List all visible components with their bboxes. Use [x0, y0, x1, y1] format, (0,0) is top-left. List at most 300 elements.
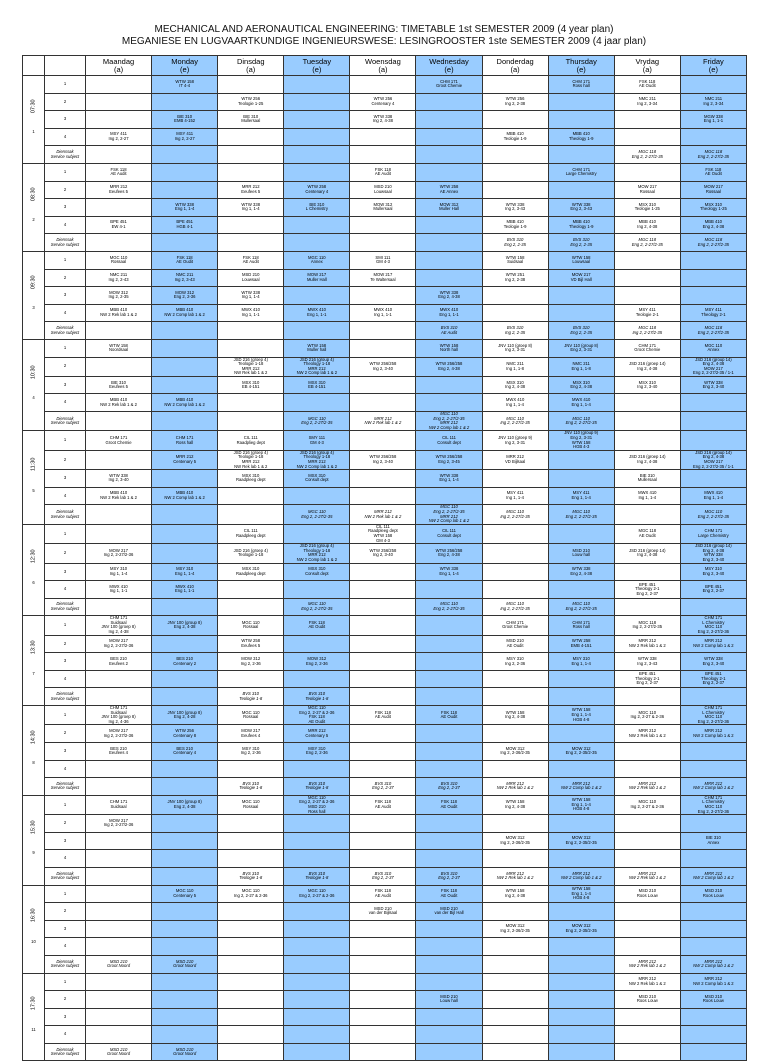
period-number: 1	[45, 885, 86, 903]
class-cell-tuesday	[284, 163, 350, 181]
class-info: AE Audit	[110, 171, 127, 177]
class-info: JNV 100 (group 8)	[167, 709, 202, 715]
class-cell-monday	[152, 376, 218, 394]
class-info: MSY 411	[704, 307, 722, 313]
class-cell-thursday	[548, 146, 614, 164]
class-info: Ing 2, 3-43	[637, 660, 658, 666]
class-cell-wednesday	[416, 146, 482, 164]
class-info: Raadpleeg dept	[235, 477, 266, 483]
hour-label-cell	[23, 973, 45, 1061]
class-info: Ing 2, 4-38	[637, 365, 658, 371]
class-info: Ing 2, 4-38	[637, 224, 658, 230]
class-info: JSD 216 (groep 4)	[233, 547, 268, 553]
class-info: Eng 2, 2-35/2-35	[565, 840, 597, 846]
class-cell-vrydag	[614, 524, 680, 543]
class-info: MSD 210	[638, 888, 657, 894]
class-cell-friday	[680, 234, 746, 252]
class-cell-thursday	[548, 991, 614, 1009]
class-cell-donderdag	[482, 251, 548, 269]
class-info: Suidsaal	[110, 803, 127, 809]
class-info: Ing 2, 4-38	[505, 892, 526, 898]
class-cell-wednesday	[416, 832, 482, 850]
class-cell-maandag	[86, 376, 152, 394]
class-cell-dinsdag	[218, 128, 284, 146]
class-info: Theology 2-1	[701, 312, 726, 318]
class-cell-woensdag	[350, 991, 416, 1009]
class-cell-thursday	[548, 128, 614, 146]
day-header-dinsdag	[218, 56, 284, 76]
day-name: Friday	[702, 56, 724, 66]
timetable-title	[0, 0, 768, 48]
class-info: CHM 171	[572, 619, 591, 625]
period-row	[23, 706, 747, 725]
class-cell-woensdag	[350, 850, 416, 868]
class-info: Ing 2, 4-38	[505, 714, 526, 720]
class-info: MSY 310	[572, 655, 590, 661]
class-cell-woensdag	[350, 412, 416, 431]
period-number: 1	[45, 163, 86, 181]
class-cell-wednesday	[416, 973, 482, 991]
class-info: MRR 212	[704, 976, 723, 982]
period-number: 2	[45, 725, 86, 743]
service-label-line: Service subject	[50, 420, 80, 426]
class-info: Eng 1, 1-4	[439, 570, 459, 576]
class-cell-wednesday	[416, 598, 482, 616]
class-info: MSX 310	[308, 379, 326, 385]
class-info: Theology 2-1	[701, 675, 726, 681]
class-info: Rossaal	[705, 188, 721, 194]
class-cell-friday	[680, 1026, 746, 1044]
class-cell-dinsdag	[218, 146, 284, 164]
class-cell-donderdag	[482, 635, 548, 653]
class-info: JNV 110 (groep 9)	[498, 435, 533, 441]
class-info: Ing 1, 1-4	[241, 206, 260, 212]
class-cell-tuesday	[284, 505, 350, 524]
class-info: MRR 212	[638, 870, 657, 876]
class-info: Ing 2, 4-38	[637, 459, 658, 464]
class-cell-vrydag	[614, 616, 680, 635]
class-cell-vrydag	[614, 920, 680, 938]
class-cell-maandag	[86, 867, 152, 885]
class-info: Roos Louw	[702, 892, 724, 898]
class-info: Mullersaal	[637, 477, 657, 483]
period-number: 4	[45, 304, 86, 322]
class-cell-monday	[152, 357, 218, 376]
class-cell-thursday	[548, 216, 614, 234]
class-cell-wednesday	[416, 778, 482, 796]
class-info: MOW 217	[703, 365, 723, 371]
service-subject-label	[45, 867, 86, 885]
class-cell-friday	[680, 760, 746, 778]
class-cell-vrydag	[614, 885, 680, 903]
class-info: Ing 2, 2-43	[108, 276, 129, 282]
class-info: Groot Noord	[107, 963, 131, 969]
service-subject-label	[45, 505, 86, 524]
class-info: Eng 2, 2-27/2-35	[433, 415, 465, 421]
class-info: WTW 158	[505, 254, 525, 260]
class-cell-monday	[152, 322, 218, 340]
class-info: MRR 212	[638, 958, 657, 964]
class-info: JSD 216 (group 4)	[299, 357, 334, 362]
class-info: Ing 2, 2-27/2-36	[103, 822, 134, 828]
class-info: MSY 310	[308, 745, 326, 751]
hour-label-cell	[23, 431, 45, 524]
period-row	[23, 304, 747, 322]
class-cell-friday	[680, 991, 746, 1009]
class-cell-donderdag	[482, 1008, 548, 1026]
class-info: Ing 2, 2-27 & 2-36	[233, 892, 268, 898]
class-info: Eng 2, 2-27/2-35	[301, 605, 333, 611]
class-info: MGC 118	[638, 325, 657, 331]
class-info: Eng 2, 4-38	[702, 361, 725, 367]
day-language: (a)	[113, 64, 124, 74]
class-cell-wednesday	[416, 903, 482, 921]
day-name: Maandag	[102, 56, 135, 66]
class-info: Louw hall	[440, 998, 458, 1004]
class-info: MGC 110	[506, 508, 524, 514]
class-info: Teologie 1-18	[238, 361, 264, 367]
class-info: NW 2 Comp lab 1 & 2	[428, 518, 470, 524]
class-cell-monday	[152, 394, 218, 412]
class-cell-friday	[680, 973, 746, 991]
class-cell-thursday	[548, 505, 614, 524]
class-info: Eng 2, 2-37	[438, 785, 460, 791]
class-cell-friday	[680, 867, 746, 885]
class-info: MRR 212	[307, 365, 326, 371]
class-cell-dinsdag	[218, 885, 284, 903]
hour-time: 10:30	[30, 364, 37, 379]
class-info: Ing 2, 2-27/2-35	[500, 513, 530, 519]
class-cell-maandag	[86, 815, 152, 833]
class-cell-woensdag	[350, 470, 416, 488]
class-info: Muller Hall	[306, 276, 327, 282]
class-info: MGC 110	[572, 601, 590, 607]
class-cell-dinsdag	[218, 725, 284, 743]
class-info: MOW 217	[109, 547, 128, 553]
class-info: BVS 310	[374, 780, 392, 786]
period-row	[23, 938, 747, 956]
class-info: Ross hall	[176, 439, 194, 445]
hour-label-cell	[23, 795, 45, 885]
class-cell-donderdag	[482, 339, 548, 357]
class-cell-friday	[680, 339, 746, 357]
class-cell-friday	[680, 76, 746, 94]
class-info: Eng 2, 2-37	[372, 875, 394, 881]
class-info: NW 2 Rek lab 1 & 2	[100, 401, 137, 407]
class-info: MSY 310	[109, 566, 128, 572]
class-info: Eng 1, 1-4	[571, 401, 591, 407]
hour-label-cell	[23, 706, 45, 796]
class-info: MRR 212	[440, 420, 458, 426]
class-cell-dinsdag	[218, 1026, 284, 1044]
class-info: HGB 4-8	[573, 806, 590, 812]
class-info: JSD 216 (group 4)	[299, 450, 334, 455]
class-cell-dinsdag	[218, 903, 284, 921]
class-cell-wednesday	[416, 216, 482, 234]
class-cell-dinsdag	[218, 251, 284, 269]
class-info: Rossaal	[110, 259, 127, 265]
class-info: MOW 312	[571, 745, 591, 751]
class-info: Eng 2, 2-27/2-36	[697, 629, 729, 635]
class-cell-donderdag	[482, 973, 548, 991]
class-info: Eng 1, 1-4	[439, 477, 459, 483]
class-cell-wednesday	[416, 635, 482, 653]
class-info: MGC 110	[241, 709, 260, 715]
class-info: Rossaal	[243, 624, 259, 630]
class-info: JSD 216 (group 14)	[695, 450, 732, 455]
class-info: Eng 1, 1-4	[571, 711, 591, 717]
class-info: Ing 2, 2-36	[505, 660, 526, 666]
class-cell-maandag	[86, 234, 152, 252]
class-info: VD Bijlsaal	[504, 459, 526, 464]
class-info: Ing 2, 2-27/2-36	[103, 642, 134, 648]
class-cell-monday	[152, 304, 218, 322]
class-info: MBB 410	[176, 307, 194, 313]
class-cell-vrydag	[614, 760, 680, 778]
class-info: WTW 158	[571, 439, 591, 445]
class-info: L Chemistry	[305, 206, 328, 212]
service-label-line: Service subject	[50, 605, 80, 611]
period-number: 3	[45, 832, 86, 850]
class-cell-dinsdag	[218, 832, 284, 850]
hour-time: 17:30	[30, 996, 37, 1011]
service-subject-row	[23, 234, 747, 252]
class-cell-friday	[680, 1043, 746, 1061]
class-cell-tuesday	[284, 1026, 350, 1044]
class-cell-monday	[152, 920, 218, 938]
class-cell-friday	[680, 688, 746, 706]
class-info: WTW 158	[175, 78, 194, 84]
class-info: BES 210	[176, 745, 193, 751]
class-cell-tuesday	[284, 991, 350, 1009]
class-cell-thursday	[548, 524, 614, 543]
class-cell-tuesday	[284, 76, 350, 94]
class-cell-vrydag	[614, 938, 680, 956]
class-info: MBB 410	[506, 131, 524, 137]
class-info: Ing 2, 2-27/2-36	[103, 732, 134, 738]
class-info: AE Audit	[242, 259, 259, 265]
class-info: Centenary 5	[173, 459, 197, 464]
class-info: L Chemistry	[702, 799, 725, 805]
class-info: BVS 310	[374, 870, 392, 876]
timetable-body	[23, 76, 747, 1061]
class-cell-maandag	[86, 938, 152, 956]
class-info: NW 2 Rek lab 1 & 2	[628, 963, 666, 969]
class-cell-maandag	[86, 670, 152, 688]
class-info: MGC 110	[572, 508, 590, 514]
class-info: MWX 410	[439, 307, 459, 313]
class-info: CHM 171	[109, 435, 128, 441]
class-info: MRR 212	[572, 870, 591, 876]
class-info: MSD 210	[109, 958, 128, 964]
class-cell-monday	[152, 706, 218, 725]
class-info: BIE 310	[705, 835, 721, 841]
class-info: Ing 2, 2-36/2-35	[500, 928, 530, 934]
period-number: 2	[45, 181, 86, 199]
class-cell-donderdag	[482, 93, 548, 111]
class-cell-monday	[152, 339, 218, 357]
class-info: MRR 212	[175, 454, 194, 460]
class-cell-maandag	[86, 450, 152, 469]
period-number: 4	[45, 670, 86, 688]
day-language: (a)	[378, 64, 388, 74]
class-cell-dinsdag	[218, 376, 284, 394]
class-info: MBB 410	[109, 307, 128, 313]
class-cell-vrydag	[614, 815, 680, 833]
class-info: Annex	[310, 259, 323, 265]
class-info: Consult dept	[305, 477, 329, 483]
class-info: MGC 110	[241, 619, 260, 625]
class-cell-thursday	[548, 616, 614, 635]
class-cell-maandag	[86, 163, 152, 181]
class-cell-woensdag	[350, 357, 416, 376]
class-info: JNV 110 (group 8)	[564, 342, 599, 348]
class-info: WTW 256/258	[435, 547, 463, 553]
class-cell-vrydag	[614, 111, 680, 129]
hour-time: 11:30	[30, 457, 37, 471]
day-name: Thursday	[565, 56, 597, 66]
class-cell-monday	[152, 93, 218, 111]
class-info: Ing 1, 1-4	[506, 401, 524, 407]
class-cell-woensdag	[350, 111, 416, 129]
hour-number: 1	[32, 129, 35, 135]
class-cell-thursday	[548, 832, 614, 850]
class-info: Roos Louw	[636, 998, 658, 1004]
class-info: MRR 212	[638, 638, 657, 644]
service-subject-label	[45, 778, 86, 796]
class-cell-monday	[152, 760, 218, 778]
period-row	[23, 760, 747, 778]
service-subject-label	[45, 412, 86, 431]
period-row	[23, 973, 747, 991]
class-info: MGC 110	[308, 705, 326, 711]
class-cell-friday	[680, 1008, 746, 1026]
class-info: Theology 2-1	[635, 586, 660, 592]
class-info: Centenary 5	[173, 892, 197, 898]
class-info: Eng 2, 3-31	[570, 435, 593, 441]
class-info: MBB 410	[572, 131, 590, 137]
class-info: NW 2 Comp lab 1 & 2	[560, 785, 602, 791]
class-cell-donderdag	[482, 524, 548, 543]
class-cell-wednesday	[416, 412, 482, 431]
class-info: MSY 411	[110, 131, 127, 137]
class-info: Noordsaal	[109, 347, 129, 353]
class-info: WTW 158	[571, 254, 591, 260]
class-cell-thursday	[548, 76, 614, 94]
class-info: MRR 212	[307, 728, 326, 734]
class-cell-tuesday	[284, 357, 350, 376]
class-info: MOW 312	[505, 835, 525, 841]
class-cell-maandag	[86, 635, 152, 653]
class-cell-monday	[152, 128, 218, 146]
class-info: Ing 2, 3-40	[372, 552, 393, 558]
class-info: MSD 210	[175, 958, 194, 964]
class-cell-tuesday	[284, 251, 350, 269]
period-number: 3	[45, 1008, 86, 1026]
hour-number: 7	[32, 670, 35, 676]
class-cell-vrydag	[614, 163, 680, 181]
class-info: Eng 2, 4-38	[702, 454, 725, 460]
class-info: BVS 310	[440, 325, 458, 331]
class-cell-tuesday	[284, 524, 350, 543]
class-cell-thursday	[548, 181, 614, 199]
class-info: MRR 212	[704, 870, 723, 876]
class-cell-maandag	[86, 524, 152, 543]
class-cell-thursday	[548, 815, 614, 833]
day-header-wednesday	[416, 56, 482, 76]
hour-label-cell	[23, 885, 45, 973]
class-info: MBB 410	[638, 219, 656, 225]
class-info: Eeufees 4	[109, 750, 128, 756]
service-subject-label	[45, 322, 86, 340]
class-info: Large Chemistry	[565, 171, 597, 177]
day-header-woensdag	[350, 56, 416, 76]
class-info: MGC 110	[440, 411, 458, 417]
class-cell-thursday	[548, 955, 614, 973]
class-info: Ross hall	[308, 808, 326, 814]
class-info: Eng 2, 2-27/2-35	[433, 508, 465, 514]
hour-time: 14:30	[30, 730, 37, 744]
class-cell-friday	[680, 251, 746, 269]
class-cell-monday	[152, 111, 218, 129]
class-cell-donderdag	[482, 760, 548, 778]
class-cell-wednesday	[416, 850, 482, 868]
class-info: AE Audit	[374, 714, 391, 720]
class-cell-woensdag	[350, 524, 416, 543]
class-info: Ing 2, 4-38	[108, 629, 129, 635]
period-row	[23, 431, 747, 450]
class-cell-donderdag	[482, 470, 548, 488]
class-info: Eng 2, 2-27/2-35	[631, 153, 663, 159]
class-info: MSD 210	[109, 1046, 128, 1052]
class-info: CHM 171	[175, 435, 194, 441]
service-label-line: Service subject	[50, 1051, 80, 1057]
class-info: AE Oudit	[440, 803, 458, 809]
class-info: BVS 310	[440, 780, 458, 786]
class-info: Roos Louw	[636, 892, 658, 898]
class-info: MSD 210	[440, 905, 458, 911]
class-cell-maandag	[86, 216, 152, 234]
class-info: BVS 310	[308, 870, 326, 876]
period-number: 1	[45, 339, 86, 357]
period-number: 2	[45, 903, 86, 921]
class-cell-dinsdag	[218, 412, 284, 431]
hour-time: 09:30	[30, 275, 37, 290]
class-cell-woensdag	[350, 653, 416, 671]
class-cell-donderdag	[482, 505, 548, 524]
class-info: NW 2 Comp lab 1 & 2	[560, 875, 602, 881]
class-cell-vrydag	[614, 991, 680, 1009]
class-cell-dinsdag	[218, 635, 284, 653]
class-info: WTW 256/258	[435, 361, 463, 367]
class-cell-woensdag	[350, 93, 416, 111]
period-number: 2	[45, 991, 86, 1009]
class-info: MWX 410	[241, 307, 260, 313]
period-row	[23, 450, 747, 469]
class-info: Eng 2, 2-27/2-35	[697, 153, 729, 159]
service-label-line: Dienssak	[56, 601, 74, 607]
class-info: BVS 310	[242, 691, 259, 697]
class-cell-dinsdag	[218, 670, 284, 688]
service-label-line: Dienssak	[56, 149, 74, 155]
class-info: Raadpleeg dept	[235, 532, 266, 538]
class-info: MGC 110	[241, 799, 260, 805]
class-cell-tuesday	[284, 903, 350, 921]
class-info: AE Oudit	[705, 171, 722, 177]
class-info: BIE 310	[111, 379, 126, 385]
class-cell-vrydag	[614, 581, 680, 599]
class-info: Eng 2, 2-37	[636, 590, 659, 596]
